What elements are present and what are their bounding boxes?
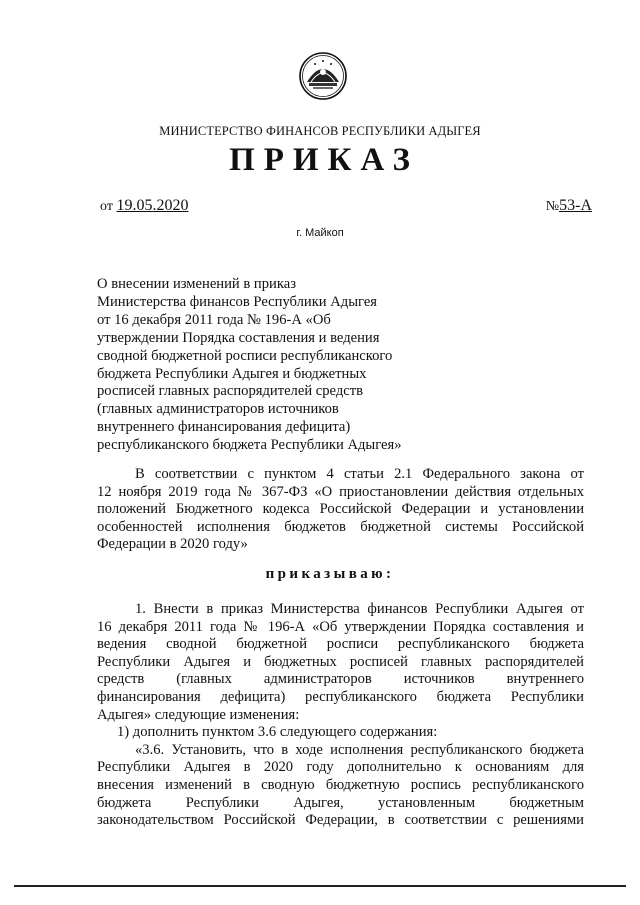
text-line: 1) дополнить пунктом 3.6 следующего содержания: bbox=[117, 724, 438, 741]
body-paragraph bbox=[97, 601, 584, 830]
document-title: ПРИКАЗ bbox=[229, 142, 419, 178]
subject-line: утверждении Порядка составления и ведения bbox=[97, 329, 380, 346]
text-line: 1. Внести в приказ Министерства финансов Республики Адыгея от bbox=[135, 601, 584, 617]
text-line: 12 ноября 2019 года № 367-ФЗ «О приостановлении действия отдельных bbox=[97, 483, 584, 500]
coat-of-arms-emblem bbox=[299, 52, 347, 100]
subject-line: росписей главных распорядителей средств bbox=[97, 383, 364, 400]
text-line: внесения изменений в сводную бюджетную роспись республиканского bbox=[97, 776, 584, 793]
subject-line: (главных администраторов источников bbox=[97, 401, 339, 418]
number-value: 53-А bbox=[559, 197, 592, 214]
order-subject bbox=[97, 276, 457, 455]
number-prefix: № bbox=[545, 199, 560, 214]
order-number bbox=[546, 197, 592, 215]
subject-line: бюджета Республики Адыгея и бюджетных bbox=[97, 365, 367, 382]
text-line: 16 декабря 2011 года № 196-А «Об утверждении Порядка составления и bbox=[97, 618, 584, 635]
preamble-paragraph bbox=[97, 466, 584, 554]
subject-line: от 16 декабря 2011 года № 196-А «Об bbox=[97, 311, 331, 328]
subject-line: О внесении изменений в приказ bbox=[97, 276, 296, 292]
text-line: Федерации в 2020 году» bbox=[97, 536, 248, 553]
subject-line: сводной бюджетной росписи республиканского bbox=[97, 347, 393, 364]
text-line: В соответствии с пунктом 4 статьи 2.1 Федерального закона от bbox=[135, 466, 584, 482]
order-date bbox=[100, 197, 188, 215]
date-value: 19.05.2020 bbox=[116, 197, 189, 214]
ministry-name: МИНИСТЕРСТВО ФИНАНСОВ РЕСПУБЛИКИ АДЫГЕЯ bbox=[159, 124, 481, 138]
subject-line: внутреннего финансирования дефицита) bbox=[97, 419, 351, 436]
subject-line: Министерства финансов Республики Адыгея bbox=[97, 293, 378, 310]
text-line: Адыгея» следующие изменения: bbox=[97, 706, 300, 723]
text-line: особенностей исполнения бюджетов бюджетной системы Российской bbox=[97, 518, 584, 535]
text-line: ведения сводной бюджетной росписи республиканского бюджета bbox=[97, 636, 584, 653]
text-line: законодательством Российской Федерации, в соответствии с решениями bbox=[97, 812, 584, 829]
text-line: Республики Адыгея и бюджетных росписей главных распорядителей bbox=[97, 653, 584, 670]
text-line: Республики Адыгея в 2020 году дополнительно к основаниям для bbox=[97, 759, 584, 776]
text-line: «3.6. Установить, что в ходе исполнения республиканского бюджета bbox=[135, 741, 584, 758]
city: г. Майкоп bbox=[296, 227, 344, 239]
text-line: средств (главных администраторов источников внутреннего bbox=[97, 671, 584, 688]
subject-line: республиканского бюджета Республики Адыгея» bbox=[97, 437, 402, 454]
text-line: бюджета Республики Адыгея, установленным бюджетным bbox=[97, 794, 584, 811]
date-prefix: от bbox=[100, 199, 113, 214]
text-line: положений Бюджетного кодекса Российской Федерации и установлении bbox=[97, 501, 584, 518]
page-bottom-rule bbox=[14, 885, 626, 887]
order-word: приказываю: bbox=[265, 566, 395, 582]
text-line: финансирования дефицита) республиканского бюджета Республики bbox=[97, 688, 584, 705]
